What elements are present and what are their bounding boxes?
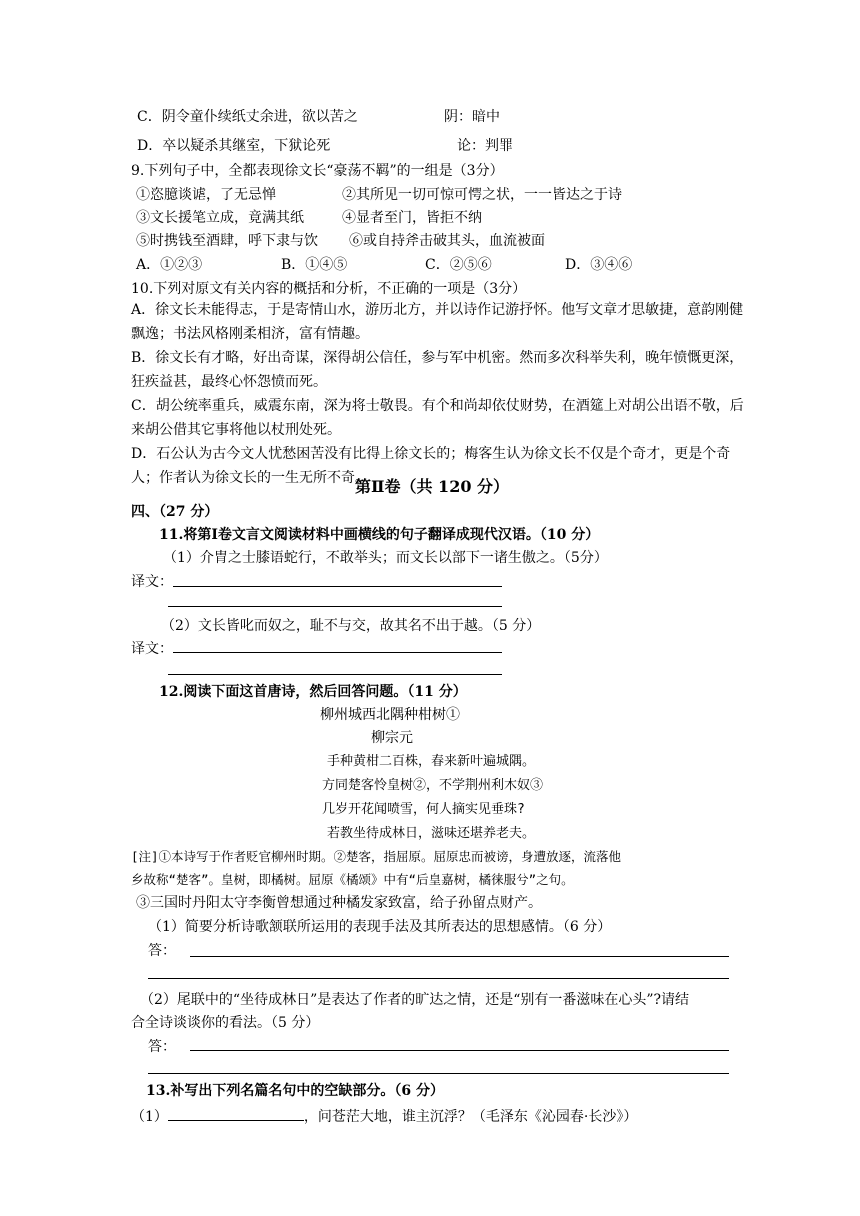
q13-item-1-number: （1） bbox=[131, 1109, 168, 1125]
fill-blank[interactable] bbox=[168, 1106, 304, 1121]
q12-sub1: （1）简要分析诗歌颔联所运用的表现手法及其所表达的思想感情。（6 分） bbox=[148, 919, 612, 935]
q9-item: ②其所见一切可惊可愕之状，一一皆达之于诗 bbox=[342, 187, 622, 203]
q8-option-c-gloss: 阴：暗中 bbox=[444, 109, 500, 125]
q9-option-c: C．②⑤⑥ bbox=[425, 257, 492, 273]
q12-answer-label-2: 答： bbox=[148, 1039, 176, 1055]
q13-stem: 13.补写出下列名篇名句中的空缺部分。（6 分） bbox=[146, 1083, 444, 1099]
answer-line[interactable] bbox=[168, 674, 502, 675]
q9-stem: 9.下列句子中，全都表现徐文长“豪荡不羁”的一组是（3分） bbox=[131, 163, 504, 179]
q10-option-b: B．徐文长有才略，好出奇谋，深得胡公信任，参与军中机密。然而多次科举失利，晚年愤慨更深，狂疾益甚，最终心怀怨愤而死。 bbox=[131, 350, 744, 390]
poem-title: 柳州城西北隅种柑树① bbox=[320, 707, 460, 723]
q9-option-b: B．①④⑤ bbox=[281, 257, 348, 273]
q8-option-d: D．卒以疑杀其继室，下狱论死 bbox=[137, 138, 331, 154]
q12-answer-label-1: 答： bbox=[148, 943, 176, 959]
q12-sub2-cont: 合全诗谈谈你的看法。（5 分） bbox=[131, 1015, 320, 1031]
answer-line[interactable] bbox=[173, 652, 502, 653]
q10-stem: 10.下列对原文有关内容的概括和分析，不正确的一项是（3分） bbox=[131, 281, 527, 297]
poem-note-3: ③三国时丹阳太守李衡曾想通过种橘发家致富，给子孙留点财产。 bbox=[136, 895, 542, 911]
section-title: 第Ⅱ卷（共 120 分） bbox=[355, 477, 510, 496]
q9-option-a: A．①②③ bbox=[136, 257, 203, 273]
q9-item: ⑥或自持斧击破其头，血流被面 bbox=[349, 233, 545, 249]
q11-answer-label-1: 译文： bbox=[131, 574, 173, 590]
answer-line[interactable] bbox=[148, 978, 729, 979]
answer-line[interactable] bbox=[190, 956, 729, 957]
q13-item-1-text: ，问苍茫大地，谁主沉浮？（毛泽东《沁园春·长沙》） bbox=[303, 1109, 638, 1125]
q11-sub2: （2）文长皆叱而奴之，耻不与交，故其名不出于越。（5 分） bbox=[161, 618, 541, 634]
q12-sub2: （2）尾联中的“坐待成林日”是表达了作者的旷达之情，还是“别有一番滋味在心头”?请结 bbox=[140, 992, 690, 1008]
poem-line: 手种黄柑二百株，春来新叶遍城隅。 bbox=[327, 754, 536, 769]
poem-note-1-cont: 乡故称“楚客”。皇树，即橘树。屈原《橘颂》中有“后皇嘉树，橘徕服兮”之句。 bbox=[131, 872, 574, 887]
poem-line: 几岁开花闻喷雪，何人摘实见垂珠? bbox=[322, 802, 525, 817]
part-four-heading: 四、（27 分） bbox=[131, 504, 219, 520]
q12-stem: 12.阅读下面这首唐诗，然后回答问题。（11 分） bbox=[159, 684, 467, 700]
q10-option-a: A．徐文长未能得志，于是寄情山水，游历北方，并以诗作记游抒怀。他写文章才思敏捷，意韵刚健飘逸；书法风格刚柔相济，富有情趣。 bbox=[131, 302, 744, 342]
q9-item: ⑤时携钱至酒肆，呼下隶与饮 bbox=[136, 233, 318, 249]
q8-option-c: C．阴令童仆续纸丈余进，欲以苦之 bbox=[137, 109, 358, 125]
q9-option-d: D．③④⑥ bbox=[565, 257, 633, 273]
poem-note-1: [注]①本诗写于作者贬官柳州时期。②楚客，指屈原。屈原忠而被谤，身遭放逐，流落他 bbox=[131, 849, 622, 864]
answer-line[interactable] bbox=[190, 1050, 729, 1051]
q11-answer-label-2: 译文： bbox=[131, 641, 173, 657]
poem-line: 方同楚客怜皇树②，不学荆州利木奴③ bbox=[322, 778, 544, 793]
q9-item: ①恣臆谈谑，了无忌惮 bbox=[136, 187, 276, 203]
answer-line[interactable] bbox=[148, 1073, 729, 1074]
answer-line[interactable] bbox=[173, 586, 502, 587]
poem-author: 柳宗元 bbox=[371, 730, 413, 746]
poem-line: 若教坐待成林日，滋味还堪养老夫。 bbox=[327, 826, 536, 841]
q10-option-d: D．石公认为古今文人忧愁困苦没有比得上徐文长的；梅客生认为徐文长不仅是个奇才，更是个奇人；作者认为徐文长的一生无所不奇。 bbox=[131, 446, 731, 486]
q11-stem: 11.将第Ⅰ卷文言文阅读材料中画横线的句子翻译成现代汉语。（10 分） bbox=[159, 527, 600, 543]
q13-item-1 bbox=[131, 1106, 637, 1126]
q10-option-c: C．胡公统率重兵，威震东南，深为将士敬畏。有个和尚却依仗财势，在酒筵上对胡公出语不敬，后来胡公借其它事将他以杖刑处死。 bbox=[131, 398, 744, 438]
q9-item: ④显者至门，皆拒不纳 bbox=[342, 210, 482, 226]
answer-line[interactable] bbox=[168, 606, 502, 607]
q11-sub1: （1）介胄之士膝语蛇行，不敢举头；而文长以部下一诸生傲之。（5分） bbox=[163, 550, 608, 566]
q8-option-d-gloss: 论：判罪 bbox=[457, 138, 513, 154]
q9-item: ③文长援笔立成，竟满其纸 bbox=[136, 210, 304, 226]
